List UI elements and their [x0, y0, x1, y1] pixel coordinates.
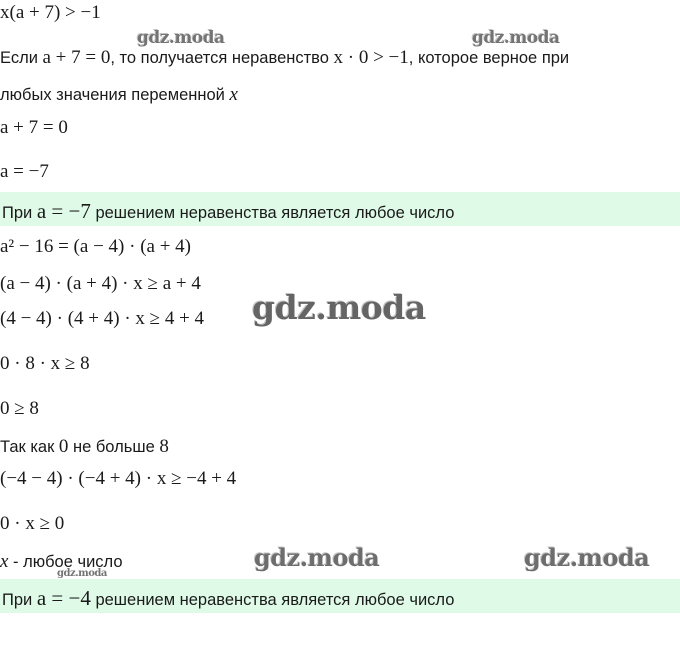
simplified-line: 0 · x ≥ 0 — [0, 513, 65, 534]
watermark: gdz.moda — [137, 28, 225, 48]
substitution-line: (−4 − 4) · (−4 + 4) · x ≥ −4 + 4 — [0, 468, 237, 489]
watermark: gdz.moda — [254, 543, 380, 572]
explanation-line-1: Если a + 7 = 0, то получается неравенство x · 0 > −1, которое верное при — [0, 47, 570, 68]
inequality-line: x(a + 7) > −1 — [0, 2, 101, 23]
simplified-line: 0 · 8 · x ≥ 8 — [0, 353, 90, 374]
explanation-line: x - любое число — [0, 551, 123, 572]
watermark: gdz.moda — [57, 568, 107, 579]
conclusion-text: При a = −7 решением неравенства является любое число — [2, 199, 455, 223]
watermark: gdz.moda — [472, 28, 560, 48]
explanation-line: Так как 0 не больше 8 — [0, 436, 169, 457]
inequality-line: (a − 4) · (a + 4) · x ≥ a + 4 — [0, 273, 201, 294]
factorization-line: a² − 16 = (a − 4) · (a + 4) — [0, 236, 191, 257]
result-line: 0 ≥ 8 — [0, 398, 39, 419]
watermark: gdz.moda — [252, 288, 426, 327]
explanation-line-2: любых значения переменной x — [0, 84, 238, 105]
watermark: gdz.moda — [524, 543, 650, 572]
conclusion-text: При a = −4 решением неравенства является любое число — [2, 586, 455, 610]
conclusion-highlight — [0, 192, 680, 226]
substitution-line: (4 − 4) · (4 + 4) · x ≥ 4 + 4 — [0, 308, 205, 329]
equation-line: a + 7 = 0 — [0, 117, 68, 138]
equation-line: a = −7 — [0, 161, 49, 182]
conclusion-highlight — [0, 579, 680, 613]
